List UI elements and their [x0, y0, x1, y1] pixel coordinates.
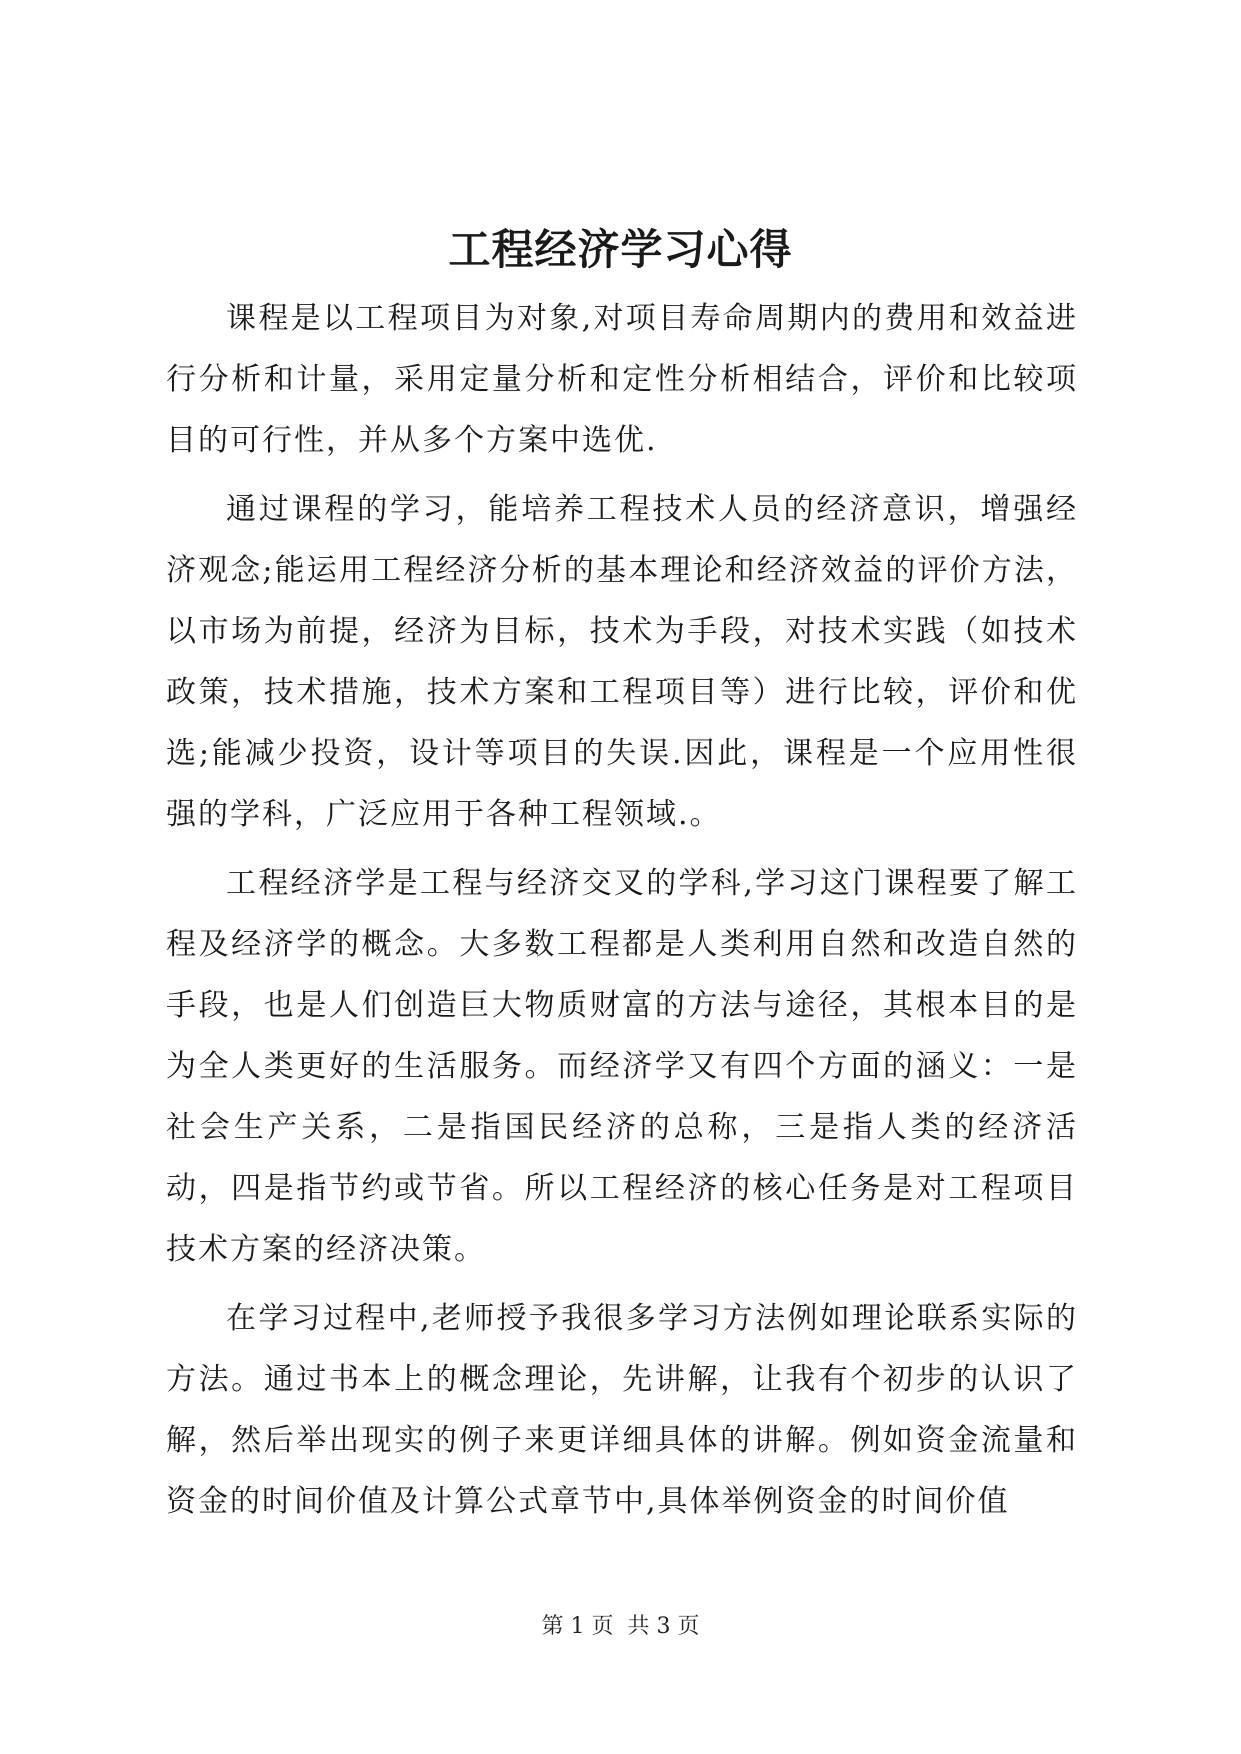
paragraph-2: 通过课程的学习，能培养工程技术人员的经济意识，增强经济观念;能运用工程经济分析的基本理论和经济效益的评价方法，以市场为前提，经济为目标，技术为手段，对技术实践（如技术政策，技术措施，技术方案和工程项目等）进行比较，评价和优选;能减少投资，设计等项目的失误.因此，课程是一个应用性很强的学科，广泛应用于各种工程领域.。 — [166, 492, 1078, 832]
paragraph-1: 课程是以工程项目为对象,对项目寿命周期内的费用和效益进行分析和计量，采用定量分析和定性分析相结合，评价和比较项目的可行性，并从多个方案中选优. — [166, 301, 1078, 458]
page-footer — [0, 1612, 1241, 1642]
paragraph-3: 工程经济学是工程与经济交叉的学科,学习这门课程要了解工程及经济学的概念。大多数工程都是人类利用自然和改造自然的手段，也是人们创造巨大物质财富的方法与途径，其根本目的是为全人类更好的生活服务。而经济学又有四个方面的涵义：一是社会生产关系，二是指国民经济的总称，三是指人类的经济活动，四是指节约或节省。所以工程经济的核心任务是对工程项目技术方案的经济决策。 — [166, 866, 1078, 1267]
page-number-label: 第 1 页 共 3 页 — [541, 1614, 700, 1639]
document-title: 工程经济学习心得 — [448, 225, 793, 274]
document-body — [166, 288, 1078, 1540]
paragraph-4: 在学习过程中,老师授予我很多学习方法例如理论联系实际的方法。通过书本上的概念理论，先讲解，让我有个初步的认识了解，然后举出现实的例子来更详细具体的讲解。例如资金流量和资金的时间价值及计算公式章节中,具体举例资金的时间价值 — [166, 1301, 1078, 1519]
